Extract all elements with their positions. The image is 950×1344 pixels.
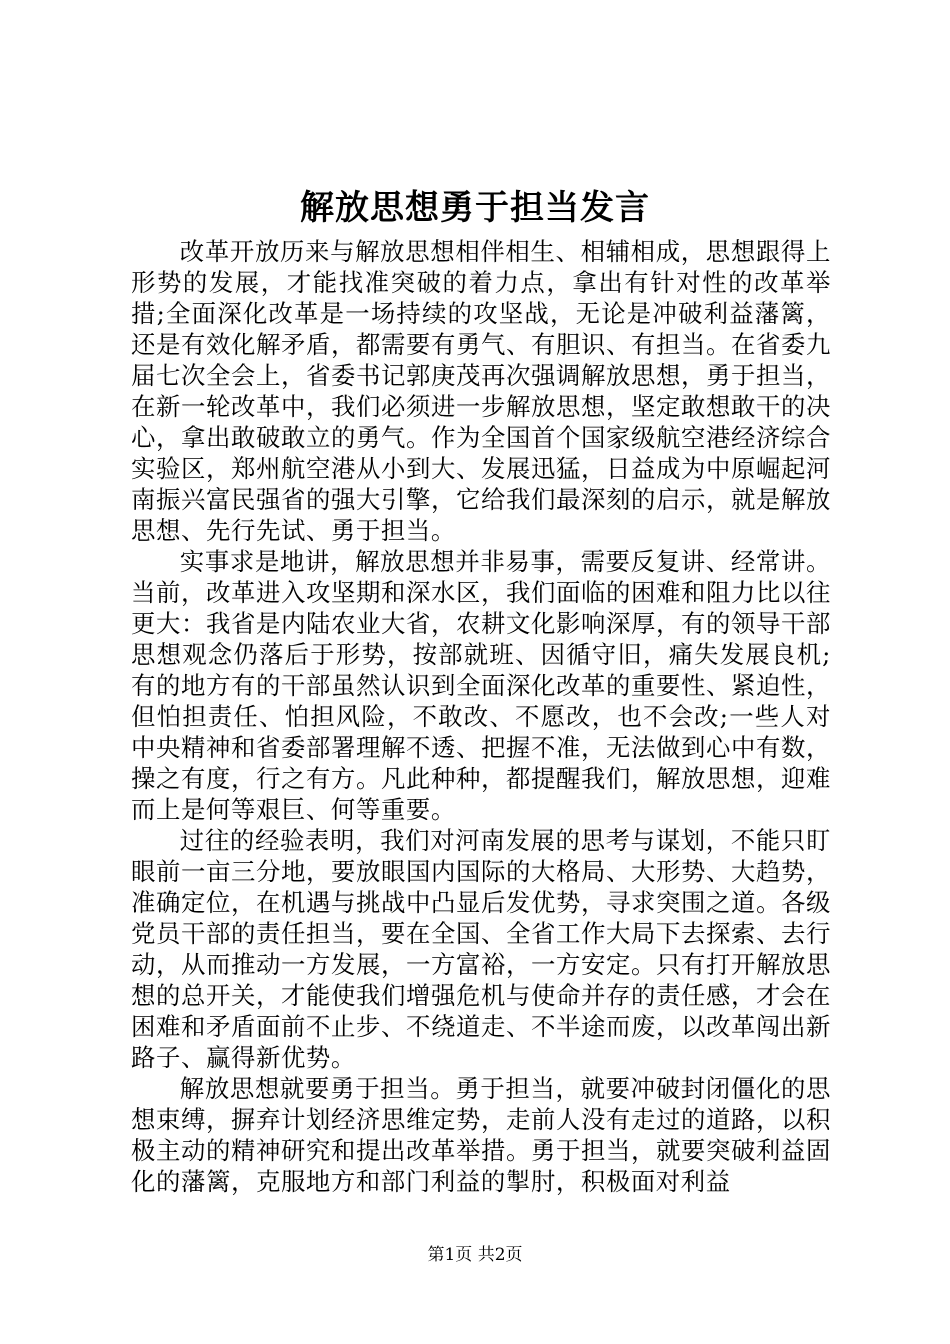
paragraph-2: 实事求是地讲，解放思想并非易事，需要反复讲、经常讲。当前，改革进入攻坚期和深水区，我们面临的困难和阻力比以往更大：我省是内陆农业大省，农耕文化影响深厚，有的领导干部思想观念仍落后于形势，按部就班、因循守旧，痛失发展良机;有的地方有的干部虽然认识到全面深化改革的重要性、紧迫性，但怕担责任、怕担风险，不敢改、不愿改，也不会改;一些人对中央精神和省委部署理解不透、把握不准，无法做到心中有数，操之有度，行之有方。凡此种种，都提醒我们，解放思想，迎难而上是何等艰巨、何等重要。	[131, 547, 831, 824]
document-title: 解放思想勇于担当发言	[300, 188, 650, 228]
paragraph-4: 解放思想就要勇于担当。勇于担当，就要冲破封闭僵化的思想束缚，摒弃计划经济思维定势，走前人没有走过的道路，以积极主动的精神研究和提出改革举措。勇于担当，就要突破利益固化的藩篱，克服地方和部门利益的掣肘，积极面对利益	[131, 1074, 831, 1196]
paragraph-3: 过往的经验表明，我们对河南发展的思考与谋划，不能只盯眼前一亩三分地，要放眼国内国际的大格局、大形势、大趋势，准确定位，在机遇与挑战中凸显后发优势，寻求突围之道。各级党员干部的责任担当，要在全国、全省工作大局下去探索、去行动，从而推动一方发展，一方富裕，一方安定。只有打开解放思想的总开关，才能使我们增强危机与使命并存的责任感，才会在困难和矛盾面前不止步、不绕道走、不半途而废，以改革闯出新路子、赢得新优势。	[131, 826, 831, 1072]
paragraph-1: 改革开放历来与解放思想相伴相生、相辅相成，思想跟得上形势的发展，才能找准突破的着力点，拿出有针对性的改革举措;全面深化改革是一场持续的攻坚战，无论是冲破利益藩篱，还是有效化解矛盾，都需要有勇气、有胆识、有担当。在省委九届七次全会上，省委书记郭庚茂再次强调解放思想，勇于担当，在新一轮改革中，我们必须进一步解放思想，坚定敢想敢干的决心，拿出敢破敢立的勇气。作为全国首个国家级航空港经济综合实验区，郑州航空港从小到大、发展迅猛，日益成为中原崛起河南振兴富民强省的强大引擎，它给我们最深刻的启示，就是解放思想、先行先试、勇于担当。	[131, 237, 831, 545]
document-body	[131, 236, 831, 1197]
page-footer: 第1页 共2页	[427, 1245, 523, 1265]
